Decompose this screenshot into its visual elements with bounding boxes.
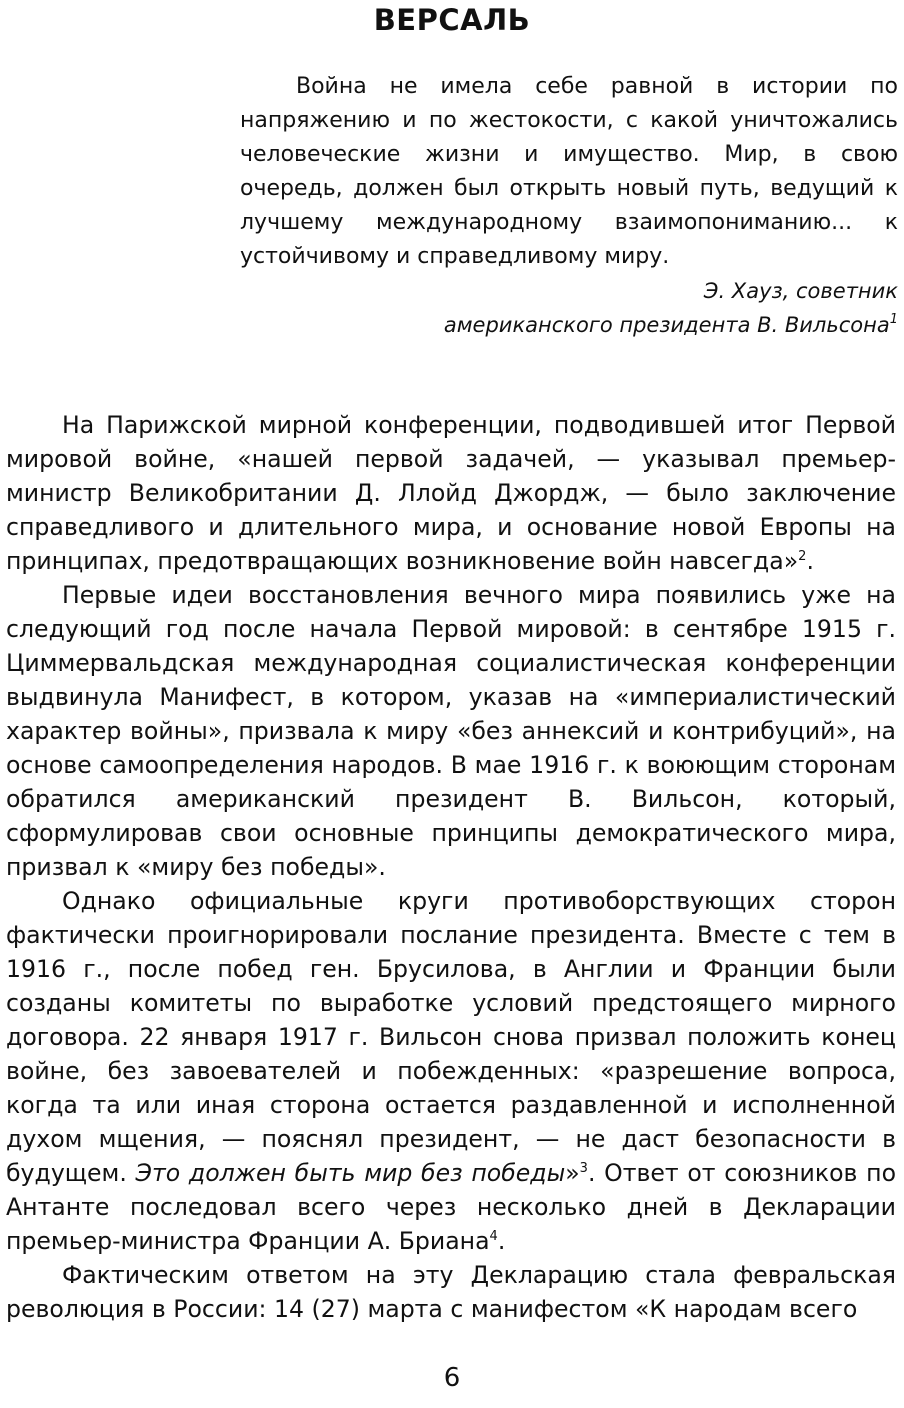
paragraph: Первые идеи восстановления вечного мира появились уже на следующий год после начала Первой мировой: в сентябре 1915 г. Циммервальдская международная социалистическая конференции выдвинула Манифест, в котором, указав на «империалистический характер войны», призвала к миру «без аннексий и контрибуций», на основе самоопределения народов. В мае 1916 г. к воюющим сторонам обратился американский президент В. Вильсон, который, сформулировав свои основные принципы демократического мира, призвал к «миру без победы».: [6, 581, 896, 881]
epigraph-attribution-line-2: [240, 308, 898, 342]
punctuation: .: [806, 547, 814, 575]
paragraph: Фактическим ответом на эту Декларацию стала февральская революция в России: 14 (27) марта с манифестом «К народам всего: [6, 1261, 896, 1323]
footnote-ref: 3: [579, 1161, 588, 1176]
page-number: 6: [443, 1363, 461, 1393]
punctuation: .: [497, 1227, 506, 1255]
footnote-ref: 2: [798, 549, 807, 564]
paragraph-text: На Парижской мирной конференции, подводившей итог Первой мировой войне, «нашей первой задачей, — указывал премьер-министр Великобритании Д. Ллойд Джордж, — было заключение справедливого и длительного мира, и основание новой Европы на принципах, предотвращающих возникновение войн навсегда»: [6, 411, 896, 575]
epigraph-attribution-text: американского президента В. Вильсона: [443, 313, 890, 337]
epigraph-text: Война не имела себе равной в истории по напряжению и по жестокости, с какой уничтожались человеческие жизни и имущество. Мир, в свою очередь, должен был открыть новый путь, ведущий к лучшему международному взаимопониманию... к устойчивому и справедливому миру.: [240, 74, 898, 269]
epigraph-attribution-line-1: Э. Хауз, советник: [703, 279, 898, 303]
main-text: [6, 408, 896, 1326]
paragraph-text: Однако официальные круги противоборствующих сторон фактически проигнорировали послание президента. Вместе с тем в 1916 г., после побед ген. Брусилова, в Англии и Франции были созданы комитеты по выработке условий предстоящего мирного договора. 22 января 1917 г. Вильсон снова призвал положить конец войне, без завоевателей и побежденных: «разрешение вопроса, когда та или иная сторона остается раздавленной и исполненной духом мщения, — пояснял президент, — не даст безопасности в будущем.: [6, 887, 896, 1187]
epigraph: [240, 70, 898, 342]
emphasized-quote: Это должен быть мир без победы: [135, 1159, 566, 1187]
footnote-ref: 4: [489, 1229, 498, 1244]
paragraph: [6, 884, 896, 1258]
paragraph-text: . Ответ от союзников по Антанте последовал всего через несколько дней в Декларации премьер-министра Франции А. Бриана: [6, 1159, 897, 1255]
punctuation: »: [565, 1159, 580, 1187]
paragraph: [6, 408, 896, 578]
footnote-ref: 1: [889, 312, 898, 327]
chapter-title: ВЕРСАЛЬ: [373, 3, 531, 37]
